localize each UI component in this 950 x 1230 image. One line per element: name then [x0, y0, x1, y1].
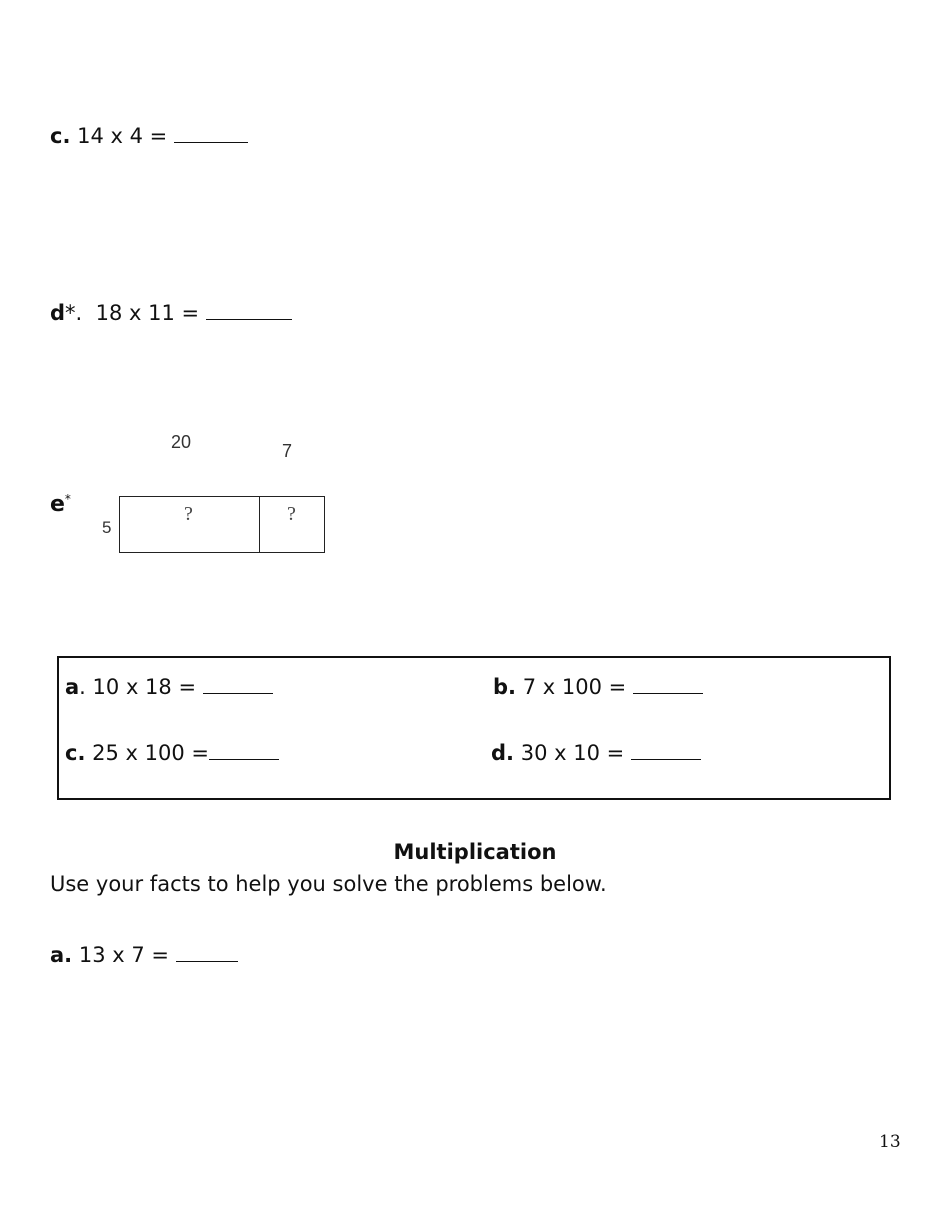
problem-expression: 25 x 100 =: [92, 741, 209, 765]
problem-expression: 10 x 18 =: [92, 675, 197, 699]
warmup-b: [493, 672, 703, 699]
warmup-d: [491, 738, 701, 765]
answer-blank[interactable]: [633, 672, 703, 694]
problem-letter: d.: [491, 741, 515, 765]
unknown-mark: ?: [287, 503, 296, 525]
area-side-label: 5: [102, 518, 112, 537]
problem-expression: 13 x 7 =: [78, 943, 169, 967]
problem-letter: a: [65, 675, 80, 699]
problem-e-letter: [50, 492, 71, 517]
area-cell-right[interactable]: [259, 496, 325, 553]
problem-expression: 30 x 10 =: [520, 741, 625, 765]
problem-star: *: [64, 492, 71, 506]
problem-letter: a.: [50, 943, 73, 967]
problem-a: [50, 940, 238, 967]
problem-d: [50, 298, 292, 325]
answer-blank[interactable]: [209, 738, 279, 760]
area-top-label-tens: 20: [171, 432, 192, 452]
problem-suffix: *.: [65, 301, 83, 325]
problem-expression: 14 x 4 =: [77, 124, 168, 148]
section-instructions: Use your facts to help you solve the problems below.: [50, 872, 607, 896]
problem-letter: b.: [493, 675, 517, 699]
problem-punct: .: [79, 675, 86, 699]
unknown-mark: ?: [184, 503, 193, 525]
answer-blank[interactable]: [631, 738, 701, 760]
problem-expression: 7 x 100 =: [522, 675, 627, 699]
page-number: 13: [879, 1132, 901, 1152]
answer-blank[interactable]: [206, 298, 292, 320]
problem-expression: 18 x 11 =: [95, 301, 200, 325]
answer-blank[interactable]: [203, 672, 273, 694]
problem-letter: c.: [50, 124, 71, 148]
problem-c: [50, 121, 248, 148]
warmup-a: [65, 672, 273, 699]
problem-letter: e: [50, 492, 65, 517]
area-top-label-ones: 7: [282, 441, 293, 461]
warmup-c: [65, 738, 279, 765]
problem-letter: c.: [65, 741, 86, 765]
answer-blank[interactable]: [176, 940, 238, 962]
problem-letter: d: [50, 301, 66, 325]
section-title: Multiplication: [393, 840, 557, 864]
area-cell-left[interactable]: [119, 496, 260, 553]
answer-blank[interactable]: [174, 121, 248, 143]
